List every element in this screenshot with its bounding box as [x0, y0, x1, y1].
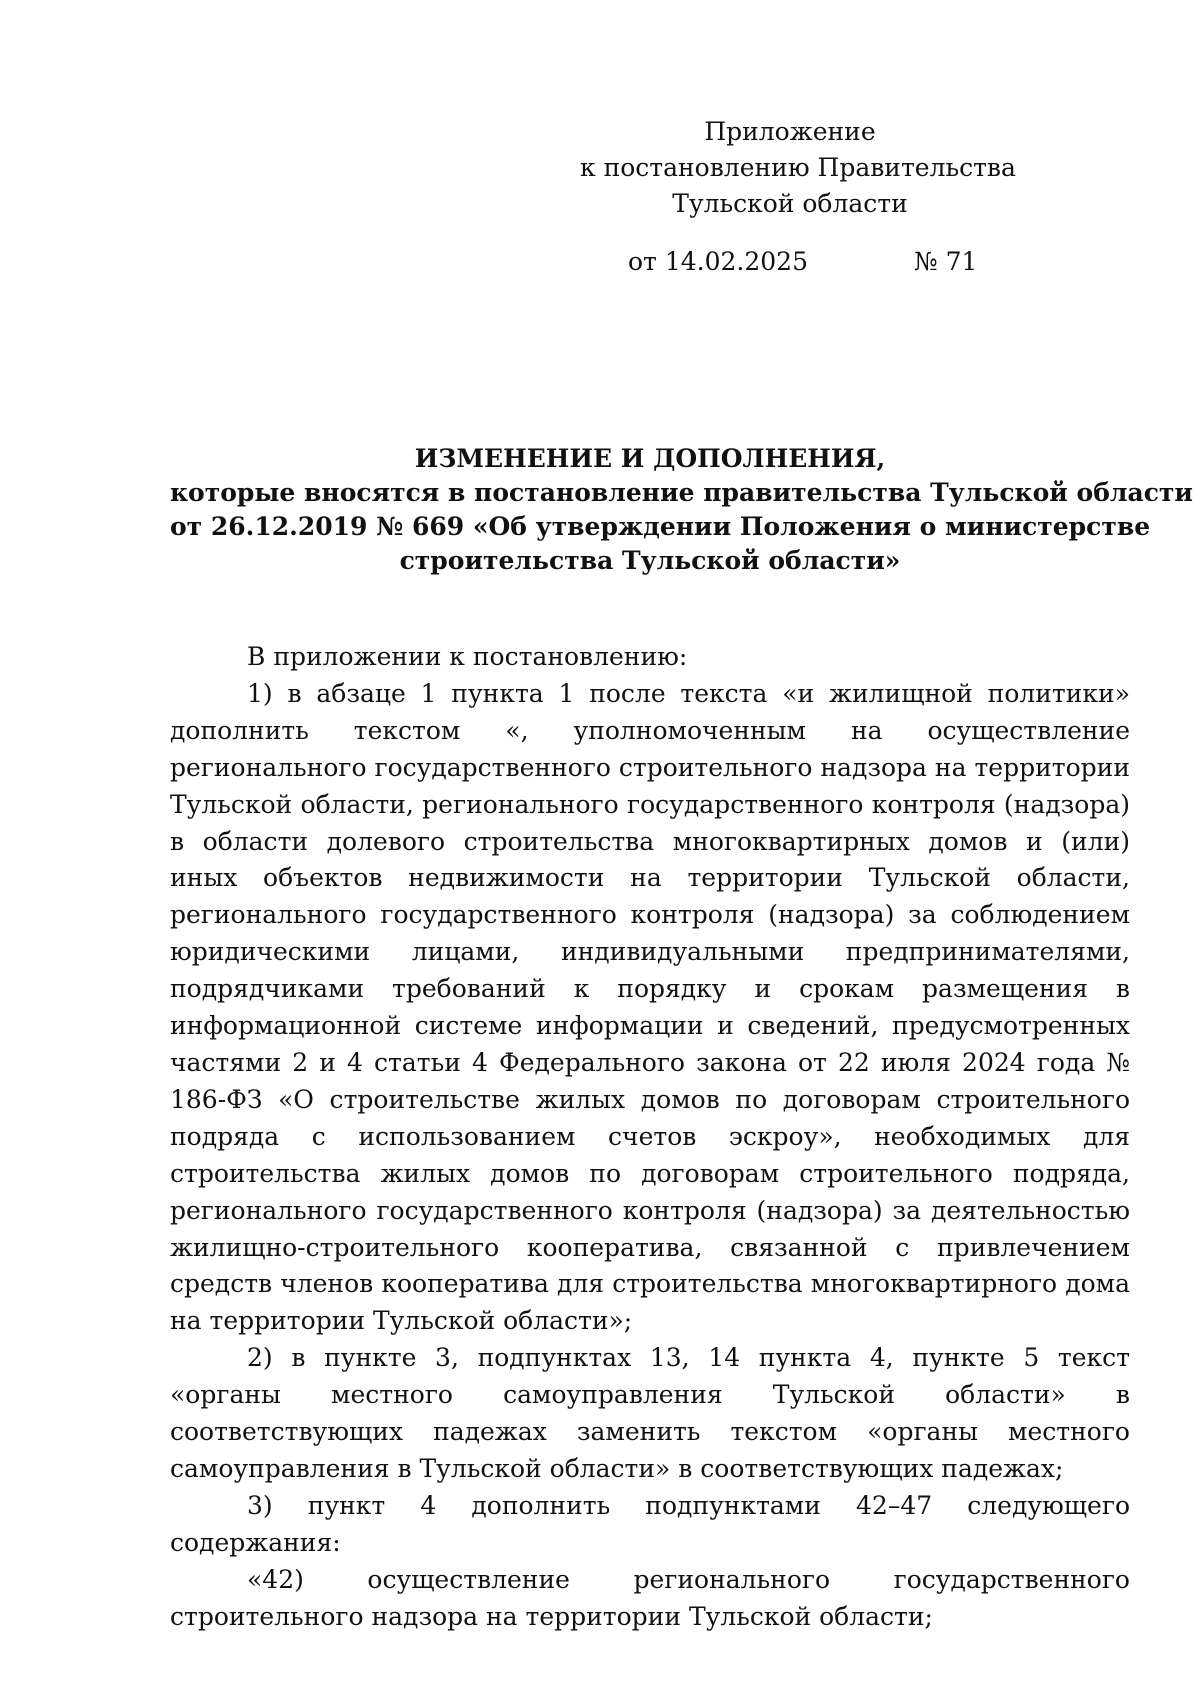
heading-subtitle-1: которые вносятся в постановление правительства Тульской области: [170, 478, 1193, 507]
heading-subtitle-2: от 26.12.2019 № 669 «Об утверждении Положения о министерстве: [170, 512, 1151, 541]
document-date: от 14.02.2025: [628, 247, 808, 276]
paragraph-intro: В приложении к постановлению:: [247, 642, 688, 671]
appendix-region: Тульской области: [672, 189, 908, 218]
paragraph-item-2: 2) в пункте 3, подпунктах 13, 14 пункта 4, пункте 5 текст «органы местного самоуправления Тульской области» в соответствующих падежах заменить текстом «органы местного самоуправления в Тульской области» в соответствующих падежах;: [170, 1343, 1130, 1483]
paragraph-item-42: «42) осуществление регионального государственного строительного надзора на территории Тульской области;: [170, 1564, 1130, 1631]
heading-subtitle-3: строительства Тульской области»: [399, 546, 901, 575]
appendix-reference: к постановлению Правительства: [580, 153, 1016, 182]
heading-title: ИЗМЕНЕНИЕ И ДОПОЛНЕНИЯ,: [414, 444, 886, 473]
appendix-title: Приложение: [704, 117, 876, 146]
document-body: [170, 639, 1130, 1635]
document-heading: [170, 442, 1193, 578]
appendix-block: [580, 114, 1016, 222]
paragraph-item-3: 3) пункт 4 дополнить подпунктами 42–47 следующего содержания:: [170, 1490, 1130, 1557]
paragraph-item-1: 1) в абзаце 1 пункта 1 после текста «и жилищной политики» дополнить текстом «, уполномоченным на осуществление регионального государственного строительного надзора на территории Тульской области, регионального государственного контроля (надзора) в области долевого строительства многоквартирных домов и (или) иных объектов недвижимости на территории Тульской области, регионального государственного контроля (надзора) за соблюдением юридическими лицами, индивидуальными предпринимателями, подрядчиками требований к порядку и срокам размещения в информационной системе информации и сведений, предусмотренных частями 2 и 4 статьи 4 Федерального закона от 22 июля 2024 года № 186-ФЗ «О строительстве жилых домов по договорам строительного подряда с использованием счетов эскроу», необходимых для строительства жилых домов по договорам строительного подряда, регионального государственного контроля (надзора) за деятельностью жилищно-строительного кооператива, связанной с привлечением средств членов кооператива для строительства многоквартирного дома на территории Тульской области»;: [170, 678, 1130, 1336]
document-number: № 71: [914, 247, 978, 276]
